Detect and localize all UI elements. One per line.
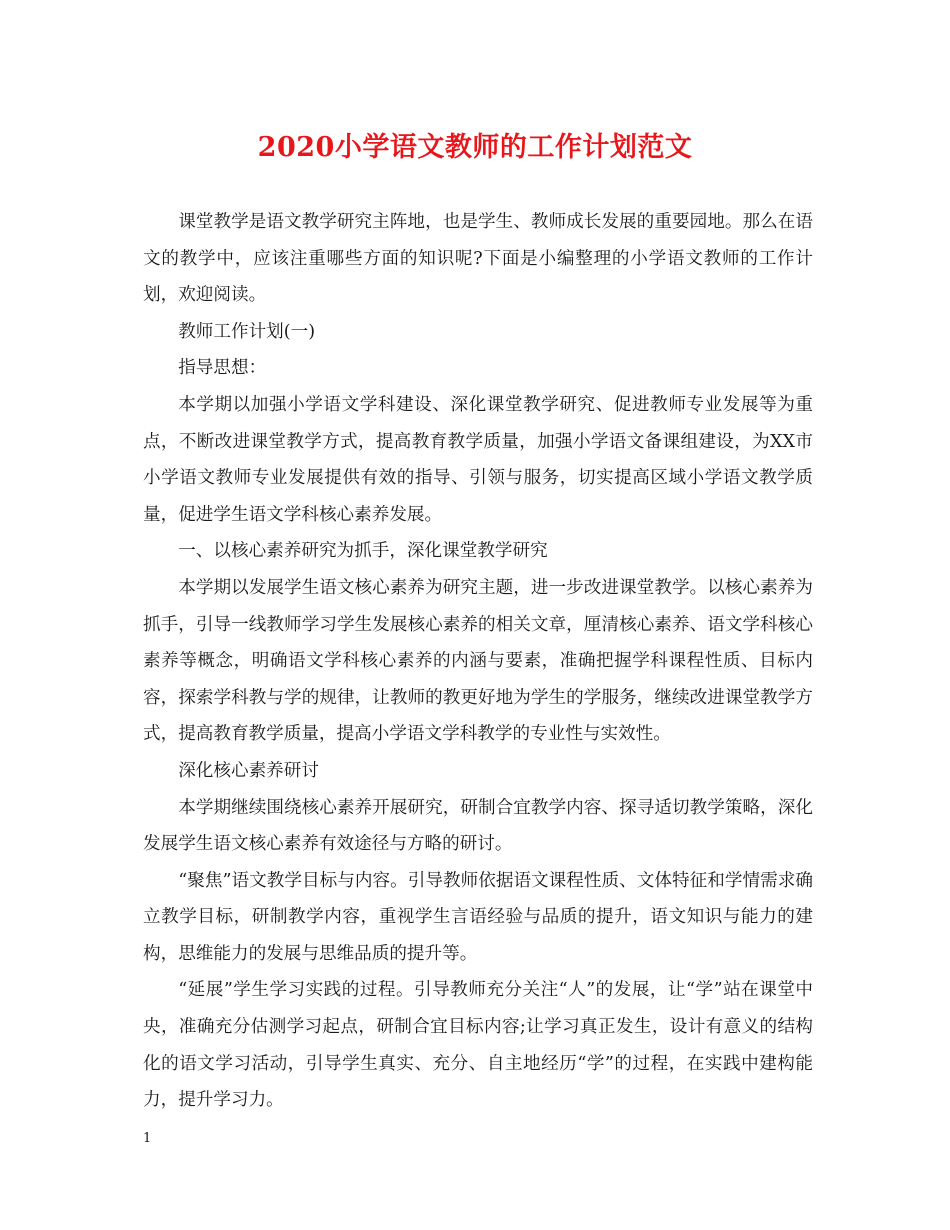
body-paragraph: “延展”学生学习实践的过程。引导教师充分关注“人”的发展，让“学”站在课堂中央，准确充分估测学习起点，研制合宜目标内容;让学习真正发生，设计有意义的结构化的语文学习活动，引导学生真实、充分、自主地经历“学”的过程，在实践中建构能力，提升学习力。 — [143, 980, 813, 1111]
body-paragraph: 教师工作计划(一) — [178, 321, 316, 342]
body-paragraph: 一、以核心素养研究为抓手，深化课堂教学研究 — [178, 541, 548, 562]
body-paragraph: 本学期继续围绕核心素养开展研究，研制合宜教学内容、探寻适切教学策略，深化发展学生语文核心素养有效途径与方略的研讨。 — [143, 797, 813, 855]
document-body — [143, 204, 813, 1119]
body-paragraph: 课堂教学是语文教学研究主阵地，也是学生、教师成长发展的重要园地。那么在语文的教学中，应该注重哪些方面的知识呢?下面是小编整理的小学语文教师的工作计划，欢迎阅读。 — [143, 212, 813, 306]
page-number: 1 — [143, 1131, 152, 1146]
document-title: 2020小学语文教师的工作计划范文 — [257, 132, 693, 163]
body-paragraph: 指导思想： — [178, 358, 267, 379]
body-paragraph: 本学期以加强小学语文学科建设、深化课堂教学研究、促进教师专业发展等为重点，不断改进课堂教学方式，提高教育教学质量，加强小学语文备课组建设，为XX市小学语文教师专业发展提供有效的指导、引领与服务，切实提高区域小学语文教学质量，促进学生语文学科核心素养发展。 — [143, 394, 813, 525]
body-paragraph: 本学期以发展学生语文核心素养为研究主题，进一步改进课堂教学。以核心素养为抓手，引导一线教师学习学生发展核心素养的相关文章，厘清核心素养、语文学科核心素养等概念，明确语文学科核心素养的内涵与要素，准确把握学科课程性质、目标内容，探索学科教与学的规律，让教师的教更好地为学生的学服务，继续改进课堂教学方式，提高教育教学质量，提高小学语文学科教学的专业性与实效性。 — [143, 577, 813, 745]
body-paragraph: 深化核心素养研讨 — [178, 760, 319, 781]
body-paragraph: “聚焦”语文教学目标与内容。引导教师依据语文课程性质、文体特征和学情需求确立教学目标，研制教学内容，重视学生言语经验与品质的提升，语文知识与能力的建构，思维能力的发展与思维品质的提升等。 — [143, 870, 813, 964]
